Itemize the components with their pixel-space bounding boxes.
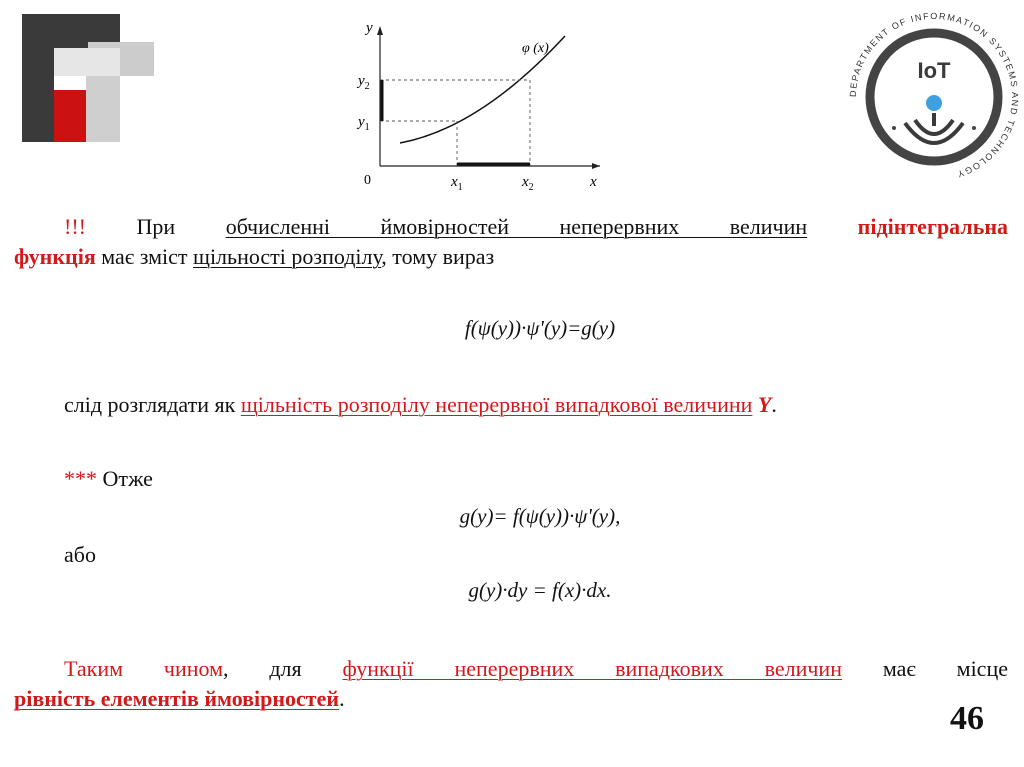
y1-label: $y_1$ [358,114,370,133]
y-axis-label: y [366,20,373,36]
phi-label: φ (x) [522,41,549,56]
formula-3: g(y)·dy = f(x)·dx. [468,578,612,602]
svg-text:DEPARTMENT OF INFORMATION SYST: DEPARTMENT OF INFORMATION SYSTEMS AND TECHNOLOGY [847,10,1021,180]
y2-label: $y_2$ [358,73,370,92]
paragraph-4-line-1: Таким чином, для функції неперервних випадкових величин має місце [64,656,1008,681]
origin-label: 0 [364,173,371,188]
formula-1: f(ψ(y))·ψ'(y)=g(y) [464,316,616,340]
iot-text: IoT [917,58,951,83]
function-graph [350,8,610,193]
x2-label: $x_2$ [522,174,534,193]
paragraph-1-line-2: функція має зміст щільності розподілу, тому вираз [14,244,495,269]
iot-department-seal [845,8,1023,186]
formula-2: g(y)= f(ψ(y))·ψ'(y), [459,504,621,528]
exclamation-mark: !!! [64,214,86,239]
x-axis-label: x [590,174,597,190]
page-number: 46 [950,700,984,737]
paragraph-4-line-2: рівність елементів ймовірностей. [14,686,345,711]
paragraph-3: *** Отже [64,466,153,491]
or-text: або [64,542,96,567]
x1-label: $x_1$ [451,174,463,193]
paragraph-1-line-1: !!! При обчисленні ймовірностей неперервних величин підінтегральна [64,214,1009,239]
fit-logo [22,14,154,146]
paragraph-2: слід розглядати як щільність розподілу неперервної випадкової величини Y. [64,392,777,417]
